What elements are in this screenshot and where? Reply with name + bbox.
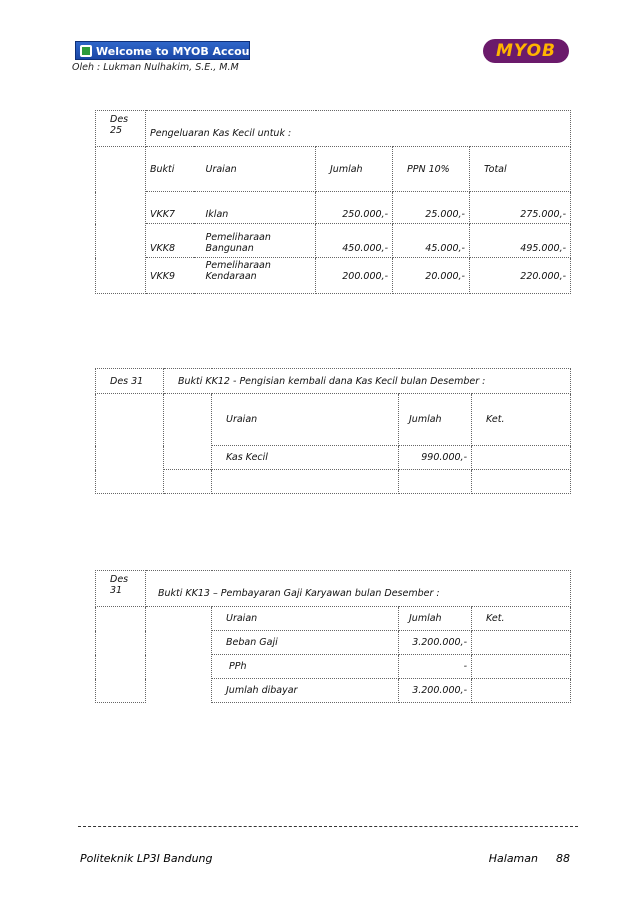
entry-title: Bukti KK12 - Pengisian kembali dana Kas Kecil bulan Desember : (164, 369, 571, 394)
entry-date: Des 25 (96, 111, 146, 147)
header-uraian: Uraian (194, 147, 316, 192)
column-header-row (96, 607, 571, 631)
date-spacer-cell (96, 147, 146, 294)
window-icon (80, 45, 92, 57)
entry-date: Des 31 (96, 369, 164, 394)
table-row (96, 224, 571, 258)
cell-ket (472, 631, 571, 655)
cell-uraian: Iklan (194, 192, 316, 224)
header-jumlah: Jumlah (399, 607, 472, 631)
cell-uraian: Pemeliharaan Kendaraan (194, 258, 316, 294)
table-row (96, 470, 571, 494)
column-header-row (96, 147, 571, 192)
cell-uraian: PPh (212, 655, 399, 679)
cell-uraian: Kas Kecil (212, 446, 399, 470)
entry-title: Pengeluaran Kas Kecil untuk : (146, 111, 571, 147)
cell-ket (472, 470, 571, 494)
footer-institution: Politeknik LP3I Bandung (80, 852, 213, 865)
date-spacer-cell (96, 394, 164, 494)
journal-entry-kk13 (95, 570, 571, 703)
author-byline: Oleh : Lukman Nulhakim, S.E., M.M (72, 62, 239, 73)
cell-ket (472, 679, 571, 703)
cell-jumlah: 450.000,- (316, 224, 393, 258)
page-label: Halaman (488, 852, 538, 865)
cell-jumlah: 250.000,- (316, 192, 393, 224)
myob-logo: MYOB (483, 39, 569, 63)
cell-jumlah: 3.200.000,- (399, 679, 472, 703)
date-spacer-cell (96, 607, 146, 703)
cell-jumlah: 990.000,- (399, 446, 472, 470)
indent-cell (146, 607, 212, 703)
cell-ppn: 45.000,- (393, 224, 470, 258)
cell-jumlah: 200.000,- (316, 258, 393, 294)
indent-cell (164, 470, 212, 494)
header-total: Total (470, 147, 571, 192)
banner-text: Welcome to MYOB Accounting (96, 45, 283, 58)
header-bukti: Bukti (146, 147, 194, 192)
header-uraian: Uraian (212, 394, 399, 446)
entry-date: Des 31 (96, 571, 146, 607)
cell-bukti: VKK8 (146, 224, 194, 258)
cell-uraian: Pemeliharaan Bangunan (194, 224, 316, 258)
page-number: 88 (556, 852, 570, 865)
cell-ket (472, 655, 571, 679)
myob-welcome-banner (75, 41, 283, 60)
cell-bukti: VKK9 (146, 258, 194, 294)
cell-jumlah: 3.200.000,- (399, 631, 472, 655)
cell-ket (472, 446, 571, 470)
cell-ppn: 25.000,- (393, 192, 470, 224)
indent-cell (164, 394, 212, 470)
entry-title-row (96, 571, 571, 607)
footer-page (489, 852, 570, 865)
header-uraian: Uraian (212, 607, 399, 631)
cell-total: 220.000,- (470, 258, 571, 294)
header-ppn: PPN 10% (393, 147, 470, 192)
table-row (96, 258, 571, 294)
header-ket: Ket. (472, 607, 571, 631)
table-row (96, 192, 571, 224)
column-header-row (96, 394, 571, 446)
entry-title-row (96, 111, 571, 147)
cell-total: 495.000,- (470, 224, 571, 258)
header-ket: Ket. (472, 394, 571, 446)
cell-jumlah (399, 470, 472, 494)
entry-title: Bukti KK13 – Pembayaran Gaji Karyawan bulan Desember : (146, 571, 571, 607)
cell-bukti: VKK7 (146, 192, 194, 224)
cell-total: 275.000,- (470, 192, 571, 224)
journal-entry-des-25 (95, 110, 571, 294)
cell-ppn: 20.000,- (393, 258, 470, 294)
header-jumlah: Jumlah (399, 394, 472, 446)
cell-uraian: Jumlah dibayar (212, 679, 399, 703)
journal-entry-kk12 (95, 368, 571, 494)
cell-jumlah: - (399, 655, 472, 679)
cell-uraian: Beban Gaji (212, 631, 399, 655)
header-jumlah: Jumlah (316, 147, 393, 192)
cell-uraian (212, 470, 399, 494)
entry-title-row (96, 369, 571, 394)
footer-divider (78, 826, 578, 827)
